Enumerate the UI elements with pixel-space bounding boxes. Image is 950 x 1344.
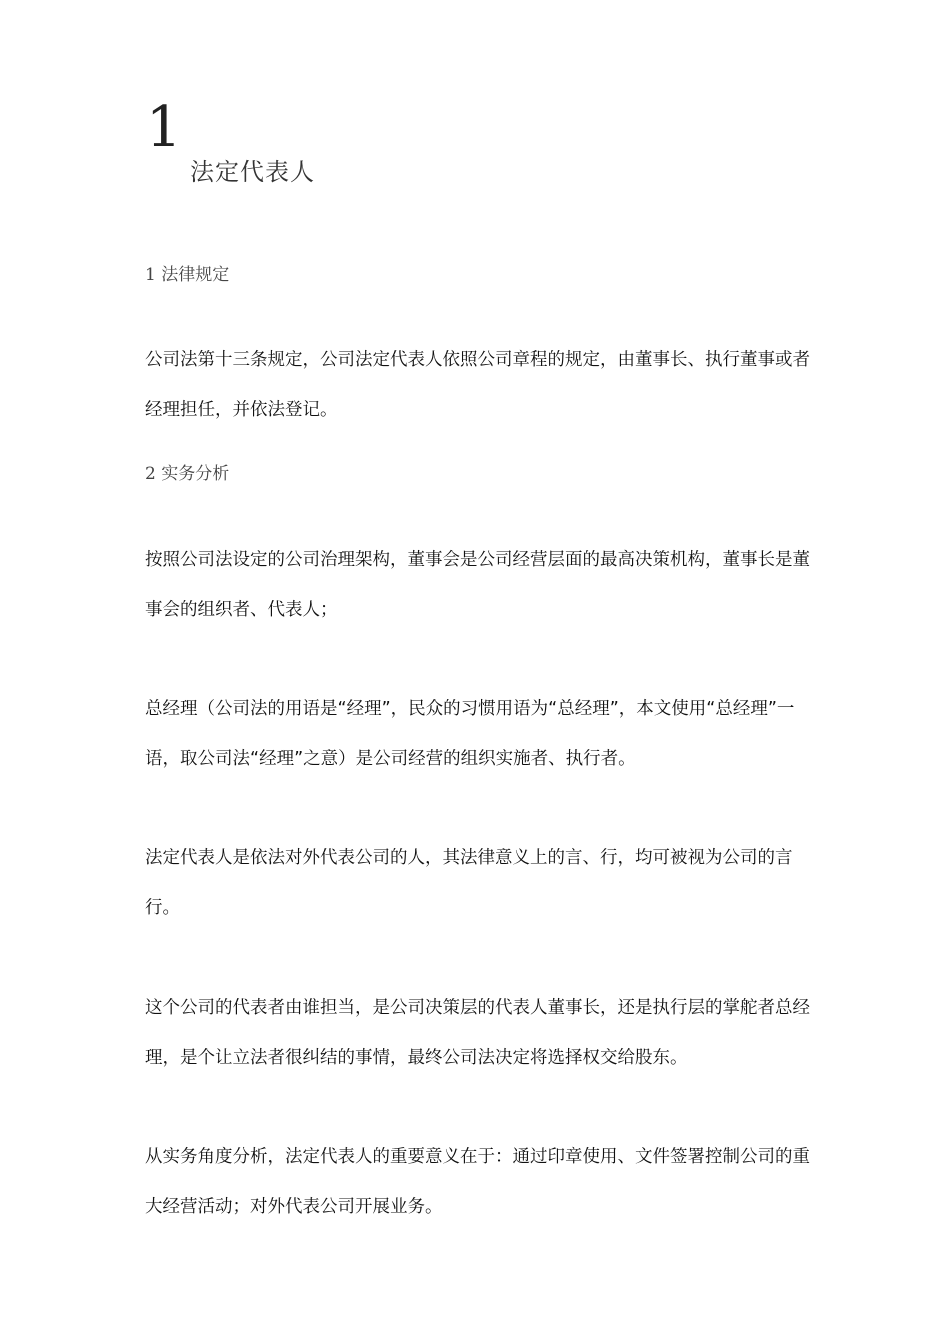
chapter-title: 法定代表人	[190, 158, 315, 186]
section-heading-legal-provisions: 1 法律规定	[145, 265, 230, 285]
paragraph-legal-representative: 法定代表人是依法对外代表公司的人，其法律意义上的言、行，均可被视为公司的言行。	[145, 848, 793, 918]
chapter-number: 1	[146, 95, 182, 160]
paragraph-who-represents: 这个公司的代表者由谁担当，是公司决策层的代表人董事长，还是执行层的掌舵者总经理，是个让立法者很纠结的事情，最终公司法决定将选择权交给股东。	[145, 998, 810, 1068]
paragraph-practical-significance: 从实务角度分析，法定代表人的重要意义在于：通过印章使用、文件签署控制公司的重大经营活动；对外代表公司开展业务。	[145, 1147, 810, 1217]
paragraph-general-manager: 总经理（公司法的用语是“经理”，民众的习惯用语为“总经理”，本文使用“总经理”一语，取公司法“经理”之意）是公司经营的组织实施者、执行者。	[145, 699, 795, 769]
paragraph-article-13: 公司法第十三条规定，公司法定代表人依照公司章程的规定，由董事长、执行董事或者经理担任，并依法登记。	[145, 350, 810, 420]
section-heading-practice-analysis: 2 实务分析	[145, 464, 230, 484]
paragraph-governance-structure: 按照公司法设定的公司治理架构，董事会是公司经营层面的最高决策机构，董事长是董事会的组织者、代表人；	[145, 550, 810, 620]
